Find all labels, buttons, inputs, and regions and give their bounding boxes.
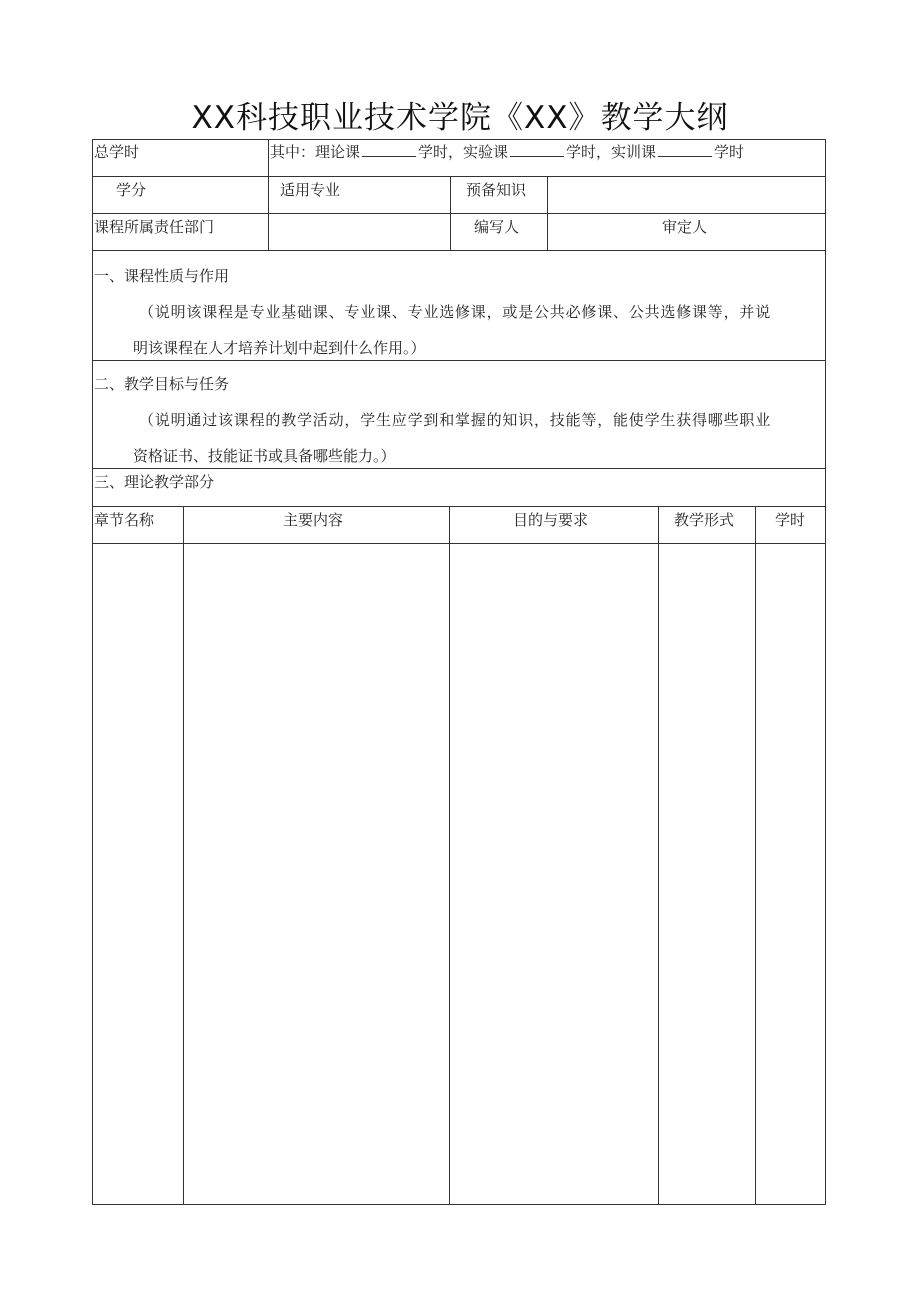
- breakdown-unit-2: 学时，实训课: [566, 143, 657, 161]
- document-title: XX科技职业技术学院《XX》教学大纲: [191, 100, 729, 136]
- row-divider: [92, 543, 826, 544]
- breakdown-prefix: 其中：理论课: [270, 143, 361, 161]
- column-header-content: 主要内容: [283, 511, 344, 529]
- syllabus-table: [92, 139, 826, 1205]
- breakdown-unit-1: 学时，实验课: [418, 143, 509, 161]
- row-divider: [92, 250, 826, 251]
- column-header-hours: 学时: [775, 511, 806, 529]
- col-divider: [547, 176, 548, 250]
- row-divider: [92, 213, 826, 214]
- hours-breakdown: [270, 142, 744, 162]
- row-divider: [92, 506, 826, 507]
- department-label: 课程所属责任部门: [94, 218, 215, 236]
- section-3-heading: 三、理论教学部分: [94, 473, 215, 491]
- row-divider: [92, 468, 826, 469]
- practice-hours-field[interactable]: [658, 142, 712, 157]
- prerequisite-label: 预备知识: [466, 181, 527, 199]
- section-2-heading: 二、教学目标与任务: [94, 375, 230, 393]
- col-divider: [449, 506, 450, 1205]
- column-header-chapter: 章节名称: [94, 511, 155, 529]
- col-divider: [755, 506, 756, 1205]
- row-divider: [92, 360, 826, 361]
- section-1-line-2: 明该课程在人才培养计划中起到什么作用。）: [133, 339, 426, 357]
- credits-label: 学分: [116, 181, 147, 199]
- breakdown-unit-3: 学时: [714, 143, 745, 161]
- total-hours-label: 总学时: [94, 143, 140, 161]
- section-1-heading: 一、课程性质与作用: [94, 267, 230, 285]
- author-label: 编写人: [474, 218, 520, 236]
- major-label: 适用专业: [280, 181, 341, 199]
- row-divider: [92, 176, 826, 177]
- col-divider: [268, 139, 269, 250]
- reviewer-label: 审定人: [662, 218, 708, 236]
- section-2-line-1: （说明通过该课程的教学活动，学生应学到和掌握的知识，技能等，能使学生获得哪些职业: [139, 411, 772, 429]
- theory-hours-field[interactable]: [362, 142, 416, 157]
- col-divider: [658, 506, 659, 1205]
- col-divider: [450, 176, 451, 250]
- column-header-objectives: 目的与要求: [513, 511, 589, 529]
- section-1-line-1: （说明该课程是专业基础课、专业课、专业选修课，或是公共必修课、公共选修课等，并说: [139, 303, 772, 321]
- column-header-format: 教学形式: [674, 511, 735, 529]
- col-divider: [183, 506, 184, 1205]
- section-2-line-2: 资格证书、技能证书或具备哪些能力。）: [133, 447, 396, 465]
- lab-hours-field[interactable]: [510, 142, 564, 157]
